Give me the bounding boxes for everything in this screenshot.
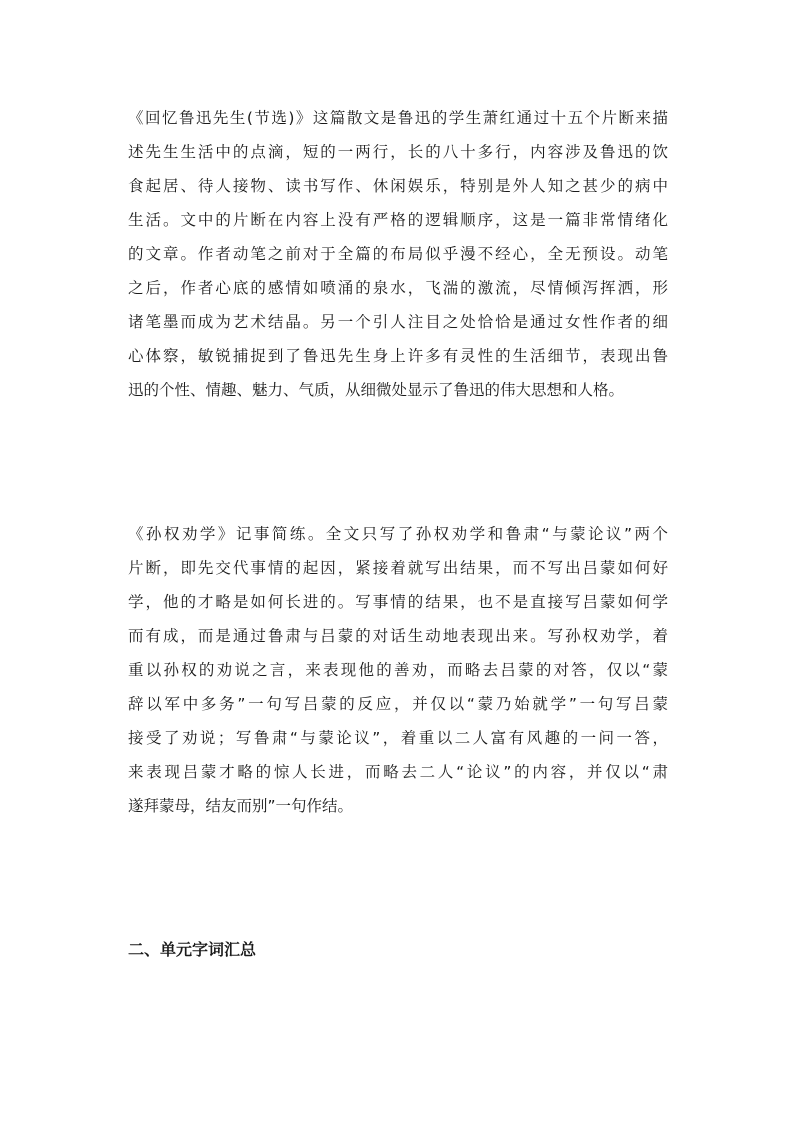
text-line: 生活。文中的片断在内容上没有严格的逻辑顺序，这是一篇非常情绪化 xyxy=(128,211,668,229)
text-line: 片断，即先交代事情的起因，紧接着就写出结果，而不写出吕蒙如何好 xyxy=(128,559,668,577)
text-line: 《孙权劝学》记事简练。全文只写了孙权劝学和鲁肃“与蒙论议”两个 xyxy=(128,525,668,543)
text-line: 食起居、待人接物、读书写作、休闲娱乐，特别是外人知之甚少的病中 xyxy=(128,177,668,195)
text-line: 《回忆鲁迅先生(节选)》这篇散文是鲁迅的学生萧红通过十五个片断来描 xyxy=(128,109,668,127)
text-line: 学，他的才略是如何长进的。写事情的结果，也不是直接写吕蒙如何学 xyxy=(128,593,668,611)
paragraph-sunquan-analysis xyxy=(128,517,668,823)
text-line: 诸笔墨而成为艺术结晶。另一个引人注目之处恰恰是通过女性作者的细 xyxy=(128,313,668,331)
text-line: 述先生生活中的点滴，短的一两行，长的八十多行，内容涉及鲁迅的饮 xyxy=(128,143,668,161)
text-line: 心体察，敏锐捕捉到了鲁迅先生身上许多有灵性的生活细节，表现出鲁 xyxy=(128,347,668,365)
paragraph-memoir-analysis xyxy=(128,101,668,407)
text-line: 之后，作者心底的感情如喷涌的泉水，飞湍的激流，尽情倾泻挥洒，形 xyxy=(128,279,668,297)
text-line: 迅的个性、情趣、魅力、气质，从细微处显示了鲁迅的伟大思想和人格。 xyxy=(128,381,625,399)
text-line: 的文章。作者动笔之前对于全篇的布局似乎漫不经心，全无预设。动笔 xyxy=(128,245,668,263)
section-heading: 二、单元字词汇总 xyxy=(128,940,257,959)
text-line: 来表现吕蒙才略的惊人长进，而略去二人“论议”的内容，并仅以“肃 xyxy=(128,763,668,781)
text-line: 辞以军中多务”一句写吕蒙的反应，并仅以“蒙乃始就学”一句写吕蒙 xyxy=(128,695,668,713)
text-line: 而有成，而是通过鲁肃与吕蒙的对话生动地表现出来。写孙权劝学，着 xyxy=(128,627,668,645)
text-line: 重以孙权的劝说之言，来表现他的善劝，而略去吕蒙的对答，仅以“蒙 xyxy=(128,661,668,679)
text-line: 遂拜蒙母，结友而别”一句作结。 xyxy=(128,797,354,815)
text-line: 接受了劝说；写鲁肃“与蒙论议”，着重以二人富有风趣的一问一答， xyxy=(128,729,668,747)
